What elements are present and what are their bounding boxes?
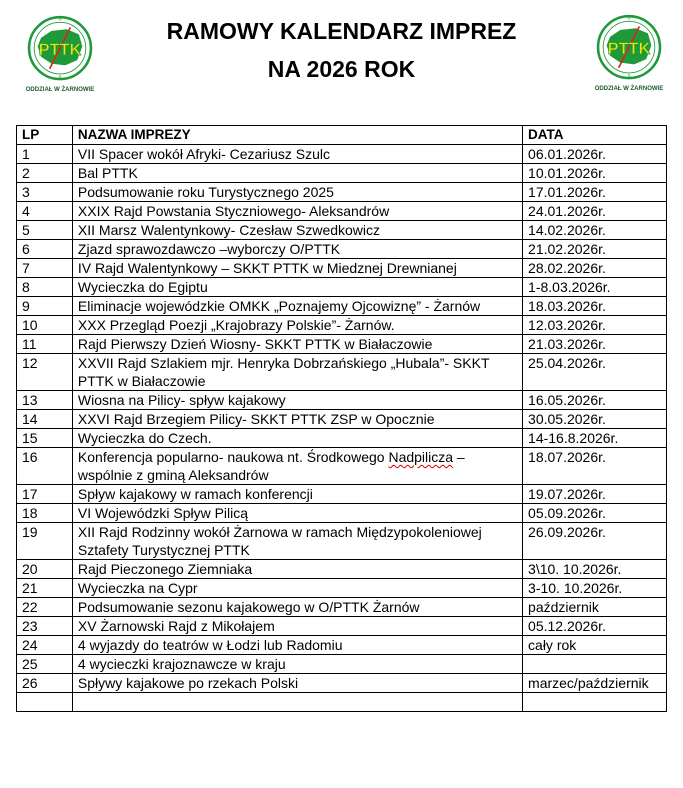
table-row [17,598,667,617]
cell-name: Podsumowanie sezonu kajakowego w O/PTTK Żarnów [72,598,522,617]
table-row [17,429,667,448]
cell-date: 25.04.2026r. [523,354,667,391]
cell-date: październik [523,598,667,617]
cell-date: marzec/październik [523,674,667,693]
cell-date: 28.02.2026r. [523,259,667,278]
table-row [17,202,667,221]
cell-date [523,693,667,712]
cell-name [72,693,522,712]
svg-text:S: S [627,73,631,79]
cell-name: Bal PTTK [72,164,522,183]
table-row-empty [17,693,667,712]
table-row [17,448,667,485]
cell-name: VI Wojewódzki Spływ Pilicą [72,504,522,523]
cell-lp: 11 [17,335,73,354]
cell-lp: 1 [17,145,73,164]
table-row [17,674,667,693]
cell-lp: 14 [17,410,73,429]
table-row [17,617,667,636]
cell-date: 3-10. 10.2026r. [523,579,667,598]
cell-lp: 21 [17,579,73,598]
cell-name: Eliminacje wojewódzkie OMKK „Poznajemy Ojcowiznę” - Żarnów [72,297,522,316]
table-row [17,316,667,335]
cell-name: XV Żarnowski Rajd z Mikołajem [72,617,522,636]
cell-name: Podsumowanie roku Turystycznego 2025 [72,183,522,202]
cell-date [523,655,667,674]
table-row [17,636,667,655]
cell-lp: 20 [17,560,73,579]
cell-lp [17,693,73,712]
cell-name: Wycieczka do Egiptu [72,278,522,297]
table-row [17,410,667,429]
page-title-line2: NA 2026 ROK [267,56,416,82]
cell-name: Spływ kajakowy w ramach konferencji [72,485,522,504]
column-header-lp: LP [17,126,73,145]
cell-name: Rajd Pieczonego Ziemniaka [72,560,522,579]
cell-lp: 4 [17,202,73,221]
table-row [17,221,667,240]
cell-date: 17.01.2026r. [523,183,667,202]
logo-subtitle: ODDZIAŁ W ŻARNOWIE [594,86,664,93]
cell-date: 05.09.2026r. [523,504,667,523]
column-header-date: DATA [523,126,667,145]
cell-name: Konferencja popularno- naukowa nt. Środkowego Nadpilicza – wspólnie z gminą Aleksandrów [72,448,522,485]
table-row [17,183,667,202]
cell-date: 05.12.2026r. [523,617,667,636]
table-row [17,354,667,391]
table-row [17,145,667,164]
logo-text: PTTK [607,40,651,58]
cell-lp: 18 [17,504,73,523]
cell-name: Wiosna na Pilicy- spływ kajakowy [72,391,522,410]
column-header-name: NAZWA IMPREZY [72,126,522,145]
cell-lp: 24 [17,636,73,655]
cell-lp: 25 [17,655,73,674]
table-row [17,485,667,504]
table-row [17,259,667,278]
table-row [17,523,667,560]
cell-lp: 3 [17,183,73,202]
cell-lp: 6 [17,240,73,259]
events-calendar-table [16,125,667,712]
cell-lp: 7 [17,259,73,278]
cell-lp: 8 [17,278,73,297]
cell-date: 1-8.03.2026r. [523,278,667,297]
table-row [17,560,667,579]
table-row [17,504,667,523]
pttk-logo-right [586,11,672,97]
cell-name: Rajd Pierwszy Dzień Wiosny- SKKT PTTK w Białaczowie [72,335,522,354]
cell-date: 26.09.2026r. [523,523,667,560]
cell-lp: 15 [17,429,73,448]
cell-name: IV Rajd Walentynkowy – SKKT PTTK w Miedznej Drewnianej [72,259,522,278]
svg-text:N: N [58,16,62,22]
cell-lp: 17 [17,485,73,504]
table-header-row [17,126,667,145]
cell-name: XXIX Rajd Powstania Styczniowego- Aleksandrów [72,202,522,221]
pttk-logo-left [17,12,103,98]
cell-lp: 13 [17,391,73,410]
logo-subtitle: ODDZIAŁ W ŻARNOWIE [25,87,95,94]
cell-date: 14-16.8.2026r. [523,429,667,448]
cell-date: 3\10. 10.2026r. [523,560,667,579]
spellcheck-underlined-word: Nadpilicza [388,449,454,465]
cell-name: XII Rajd Rodzinny wokół Żarnowa w ramach Międzypokoleniowej Sztafety Turystycznej PTTK [72,523,522,560]
cell-lp: 19 [17,523,73,560]
table-row [17,164,667,183]
cell-name: 4 wyjazdy do teatrów w Łodzi lub Radomiu [72,636,522,655]
svg-text:S: S [58,74,62,80]
cell-date: 16.05.2026r. [523,391,667,410]
cell-name: Zjazd sprawozdawczo –wyborczy O/PTTK [72,240,522,259]
cell-date: 21.03.2026r. [523,335,667,354]
cell-lp: 2 [17,164,73,183]
cell-date: 14.02.2026r. [523,221,667,240]
cell-lp: 26 [17,674,73,693]
cell-name: Spływy kajakowe po rzekach Polski [72,674,522,693]
cell-name: XXVII Rajd Szlakiem mjr. Henryka Dobrzańskiego „Hubala”- SKKT PTTK w Białaczowie [72,354,522,391]
cell-date: 10.01.2026r. [523,164,667,183]
cell-date: 19.07.2026r. [523,485,667,504]
cell-name: Wycieczka do Czech. [72,429,522,448]
cell-name: 4 wycieczki krajoznawcze w kraju [72,655,522,674]
cell-lp: 22 [17,598,73,617]
cell-lp: 9 [17,297,73,316]
cell-name: XXX Przegląd Poezji „Krajobrazy Polskie”- Żarnów. [72,316,522,335]
table-row [17,391,667,410]
cell-name: XII Marsz Walentynkowy- Czesław Szwedkowicz [72,221,522,240]
table-row [17,278,667,297]
cell-date: 06.01.2026r. [523,145,667,164]
cell-name: XXVI Rajd Brzegiem Pilicy- SKKT PTTK ZSP w Opocznie [72,410,522,429]
cell-date: 18.03.2026r. [523,297,667,316]
table-row [17,335,667,354]
page-title-line1: RAMOWY KALENDARZ IMPREZ [166,18,517,44]
cell-date: 21.02.2026r. [523,240,667,259]
cell-date: cały rok [523,636,667,655]
cell-lp: 16 [17,448,73,485]
table-row [17,579,667,598]
cell-date: 24.01.2026r. [523,202,667,221]
cell-date: 30.05.2026r. [523,410,667,429]
cell-name: Wycieczka na Cypr [72,579,522,598]
svg-text:N: N [627,15,631,21]
cell-lp: 10 [17,316,73,335]
cell-lp: 23 [17,617,73,636]
cell-lp: 12 [17,354,73,391]
table-row [17,240,667,259]
table-row [17,655,667,674]
cell-date: 12.03.2026r. [523,316,667,335]
cell-lp: 5 [17,221,73,240]
table-row [17,297,667,316]
cell-name: VII Spacer wokół Afryki- Cezariusz Szulc [72,145,522,164]
logo-text: PTTK [38,41,82,59]
cell-date: 18.07.2026r. [523,448,667,485]
